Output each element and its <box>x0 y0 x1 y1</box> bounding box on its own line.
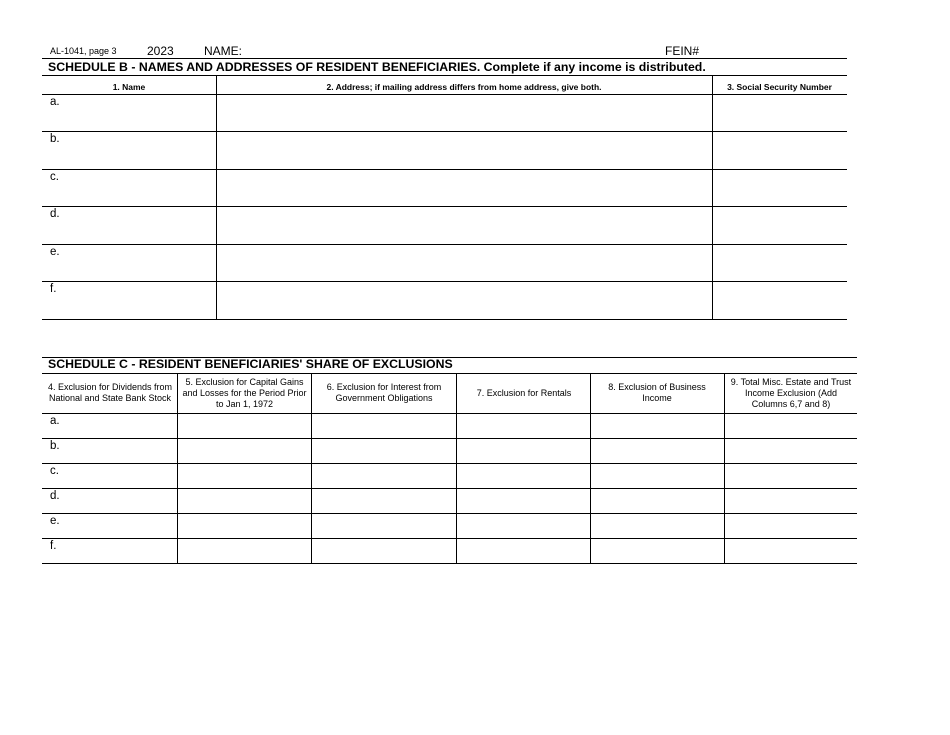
name-field[interactable] <box>246 42 646 58</box>
row-label: e. <box>50 246 60 258</box>
total-exclusion-cell[interactable] <box>726 414 856 437</box>
dividend-exclusion-cell[interactable] <box>62 489 176 512</box>
name-cell[interactable] <box>62 207 214 243</box>
divider <box>42 58 847 59</box>
row-label: b. <box>50 440 60 452</box>
address-cell[interactable] <box>218 207 710 243</box>
ssn-cell[interactable] <box>714 95 846 130</box>
column-header-name: 1. Name <box>112 82 146 92</box>
divider <box>42 75 847 76</box>
column-divider <box>712 75 713 319</box>
column-header-total-exclusion: 9. Total Misc. Estate and Trust Income Exclusion (Add Columns 6,7 and 8) <box>730 376 852 409</box>
row-label: a. <box>50 415 60 427</box>
ssn-cell[interactable] <box>714 282 846 318</box>
interest-exclusion-cell[interactable] <box>313 439 455 462</box>
address-cell[interactable] <box>218 95 710 130</box>
name-cell[interactable] <box>62 170 214 205</box>
dividend-exclusion-cell[interactable] <box>62 539 176 562</box>
interest-exclusion-cell[interactable] <box>313 539 455 562</box>
ssn-cell[interactable] <box>714 132 846 168</box>
business-income-exclusion-cell[interactable] <box>592 514 723 537</box>
fein-field[interactable] <box>702 42 846 58</box>
ssn-cell[interactable] <box>714 207 846 243</box>
column-header-dividend-exclusion: 4. Exclusion for Dividends from National and State Bank Stock <box>47 382 173 403</box>
column-divider <box>216 75 217 319</box>
address-cell[interactable] <box>218 245 710 280</box>
total-exclusion-cell[interactable] <box>726 539 856 562</box>
capital-gains-exclusion-cell[interactable] <box>179 489 310 512</box>
ssn-cell[interactable] <box>714 245 846 280</box>
column-header-ssn: 3. Social Security Number <box>727 82 832 92</box>
capital-gains-exclusion-cell[interactable] <box>179 414 310 437</box>
column-divider <box>590 373 591 563</box>
divider <box>42 563 857 564</box>
schedule-c-title: SCHEDULE C - RESIDENT BENEFICIARIES' SHARE OF EXCLUSIONS <box>48 357 453 371</box>
column-divider <box>311 373 312 563</box>
column-header-capital-gains-exclusion: 5. Exclusion for Capital Gains and Losses for the Period Prior to Jan 1, 1972 <box>182 376 307 409</box>
interest-exclusion-cell[interactable] <box>313 489 455 512</box>
total-exclusion-cell[interactable] <box>726 514 856 537</box>
row-label: d. <box>50 490 60 502</box>
rentals-exclusion-cell[interactable] <box>458 539 589 562</box>
capital-gains-exclusion-cell[interactable] <box>179 464 310 487</box>
row-label: f. <box>50 540 57 552</box>
name-cell[interactable] <box>62 282 214 318</box>
rentals-exclusion-cell[interactable] <box>458 489 589 512</box>
address-cell[interactable] <box>218 170 710 205</box>
dividend-exclusion-cell[interactable] <box>62 439 176 462</box>
name-label: NAME: <box>204 44 243 58</box>
column-header-rentals-exclusion: 7. Exclusion for Rentals <box>476 387 572 398</box>
form-page-label: AL-1041, page 3 <box>50 46 117 56</box>
tax-year: 2023 <box>147 44 174 58</box>
row-label: d. <box>50 208 60 220</box>
row-label: f. <box>50 283 57 295</box>
column-divider <box>724 373 725 563</box>
row-label: c. <box>50 465 59 477</box>
ssn-cell[interactable] <box>714 170 846 205</box>
address-cell[interactable] <box>218 282 710 318</box>
interest-exclusion-cell[interactable] <box>313 414 455 437</box>
rentals-exclusion-cell[interactable] <box>458 464 589 487</box>
address-cell[interactable] <box>218 132 710 168</box>
business-income-exclusion-cell[interactable] <box>592 539 723 562</box>
business-income-exclusion-cell[interactable] <box>592 414 723 437</box>
row-label: a. <box>50 96 60 108</box>
name-cell[interactable] <box>62 95 214 130</box>
column-header-interest-exclusion: 6. Exclusion for Interest from Government Obligations <box>326 382 442 403</box>
rentals-exclusion-cell[interactable] <box>458 414 589 437</box>
divider <box>42 319 847 320</box>
name-cell[interactable] <box>62 245 214 280</box>
row-label: b. <box>50 133 60 145</box>
dividend-exclusion-cell[interactable] <box>62 514 176 537</box>
rentals-exclusion-cell[interactable] <box>458 439 589 462</box>
column-divider <box>456 373 457 563</box>
total-exclusion-cell[interactable] <box>726 464 856 487</box>
schedule-b-title: SCHEDULE B - NAMES AND ADDRESSES OF RESIDENT BENEFICIARIES. Complete if any income is distributed. <box>48 60 706 74</box>
column-header-address: 2. Address; if mailing address differs from home address, give both. <box>326 82 602 92</box>
rentals-exclusion-cell[interactable] <box>458 514 589 537</box>
column-divider <box>177 373 178 563</box>
capital-gains-exclusion-cell[interactable] <box>179 514 310 537</box>
business-income-exclusion-cell[interactable] <box>592 464 723 487</box>
name-cell[interactable] <box>62 132 214 168</box>
fein-label: FEIN# <box>665 44 700 58</box>
dividend-exclusion-cell[interactable] <box>62 414 176 437</box>
business-income-exclusion-cell[interactable] <box>592 489 723 512</box>
interest-exclusion-cell[interactable] <box>313 514 455 537</box>
business-income-exclusion-cell[interactable] <box>592 439 723 462</box>
interest-exclusion-cell[interactable] <box>313 464 455 487</box>
capital-gains-exclusion-cell[interactable] <box>179 439 310 462</box>
row-label: e. <box>50 515 60 527</box>
column-header-business-income-exclusion: 8. Exclusion of Business Income <box>608 382 706 403</box>
row-label: c. <box>50 171 59 183</box>
total-exclusion-cell[interactable] <box>726 489 856 512</box>
dividend-exclusion-cell[interactable] <box>62 464 176 487</box>
capital-gains-exclusion-cell[interactable] <box>179 539 310 562</box>
total-exclusion-cell[interactable] <box>726 439 856 462</box>
